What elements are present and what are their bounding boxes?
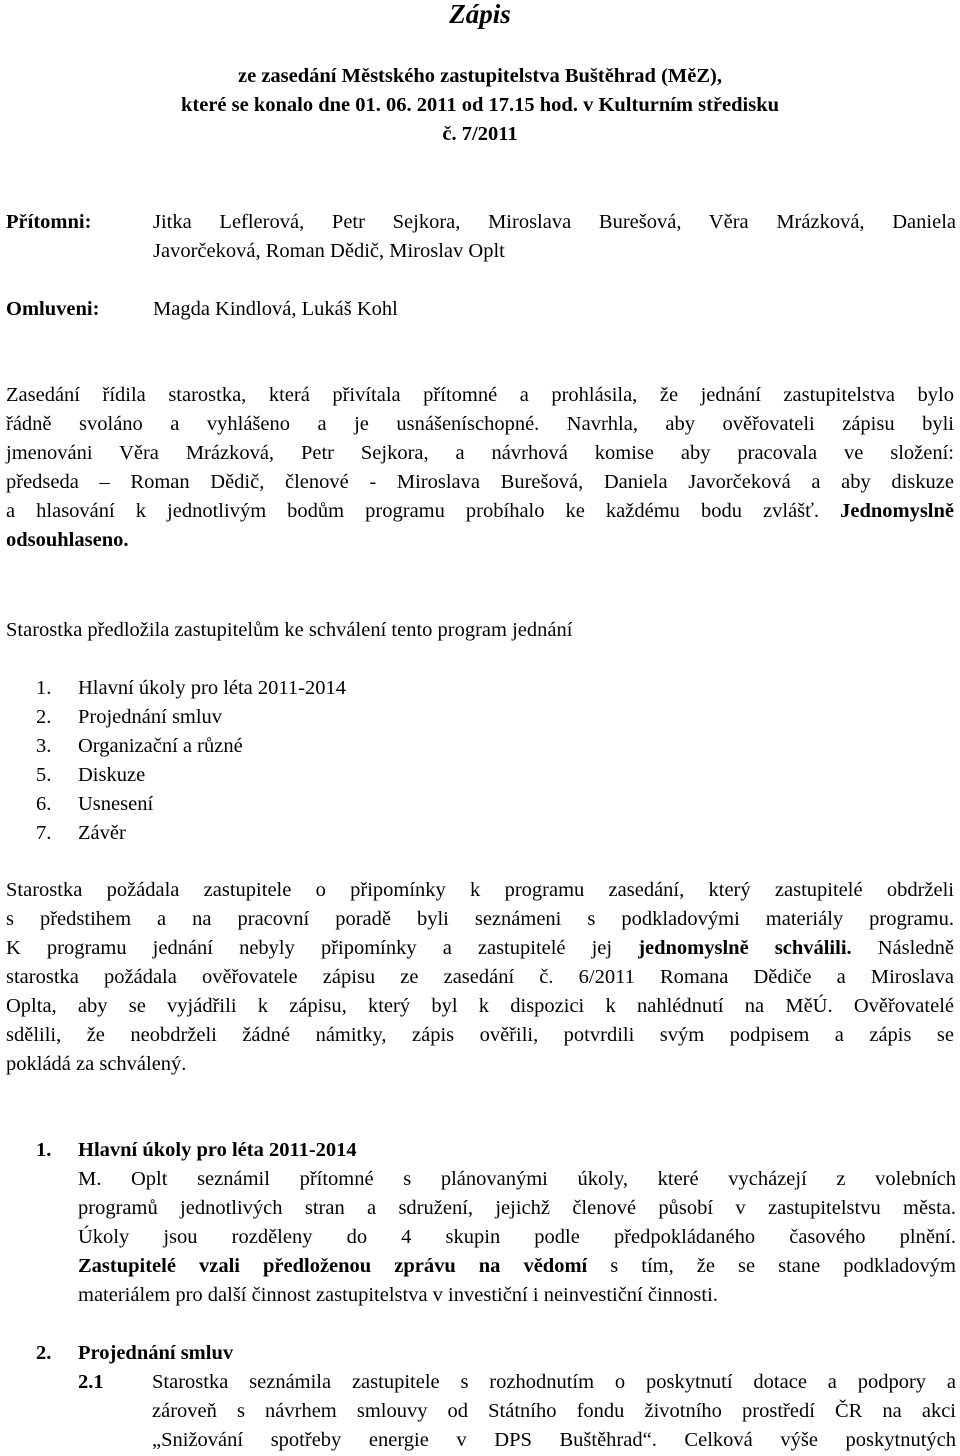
agenda-list <box>36 674 346 848</box>
paragraph-line: Oplta, aby se vyjádřili k zápisu, který byl k dispozici k nahlédnutí na MěÚ. Ověřovatelé <box>6 995 954 1017</box>
agenda-item-number: 7. <box>36 822 52 844</box>
paragraph-line: jmenováni Věra Mrázková, Petr Sejkora, a návrhová komise aby pracovala ve složení: <box>6 442 954 464</box>
agenda-item <box>36 819 346 848</box>
paragraph-text: Následně <box>877 937 955 959</box>
agenda-item-number: 6. <box>36 793 52 815</box>
document-title: Zápis <box>449 0 511 29</box>
paragraph-line: pokládá za schválený. <box>6 1053 187 1075</box>
agenda-item <box>36 790 346 819</box>
section-heading <box>36 1339 233 1368</box>
paragraph-line: Starostka požádala zastupitele o připomínky k programu zasedání, který zastupitelé obdrželi <box>6 879 954 901</box>
paragraph-text: K programu jednání nebyly připomínky a zastupitelé jej <box>6 937 613 959</box>
paragraph-line: zároveň s návrhem smlouvy od Státního fondu životního prostředí ČR na akci <box>152 1400 956 1422</box>
paragraph-line <box>78 1252 956 1281</box>
agenda-item <box>36 703 346 732</box>
section-heading <box>36 1136 357 1165</box>
agenda-item <box>36 761 346 790</box>
paragraph-line: předseda – Roman Dědič, členové - Miroslava Burešová, Daniela Javorčeková a aby diskuze <box>6 471 954 493</box>
subsection-number <box>78 1368 152 1397</box>
paragraph-line: „Snižování spotřeby energie v DPS Buštěhrad“. Celková výše poskytnutých <box>152 1429 956 1451</box>
paragraph-line: starostka požádala ověřovatele zápisu ze zasedání č. 6/2011 Romana Dědiče a Miroslava <box>6 966 954 988</box>
resolution-bold: jednomyslně schválili. <box>638 937 852 959</box>
excused-label: Omluveni: <box>6 298 100 320</box>
present-label: Přítomni: <box>6 211 92 233</box>
section-number: 1. <box>36 1139 52 1161</box>
agenda-item-number: 5. <box>36 764 52 786</box>
present-names-line: Jitka Leflerová, Petr Sejkora, Miroslava Burešová, Věra Mrázková, Daniela <box>153 211 956 233</box>
paragraph-line: M. Oplt seznámil přítomné s plánovanými úkoly, které vycházejí z volebních <box>78 1168 956 1190</box>
paragraph-line: programů jednotlivých stran a sdružení, jejichž členové působí v zastupitelstvu města. <box>78 1197 956 1219</box>
subtitle-line: ze zasedání Městského zastupitelstva Buštěhrad (MěZ), <box>238 65 722 87</box>
agenda-item-text: Usnesení <box>78 793 154 815</box>
opening-paragraph <box>6 381 954 555</box>
paragraph-line <box>6 934 954 963</box>
document-subtitle <box>0 62 960 149</box>
agenda-item-text: Organizační a různé <box>78 735 243 757</box>
section2-paragraph <box>152 1368 956 1455</box>
present-names-line: Javorčeková, Roman Dědič, Miroslav Oplt <box>153 240 505 262</box>
resolution-bold: Zastupitelé vzali předloženou zprávu na vědomí <box>78 1255 588 1277</box>
subtitle-line: č. 7/2011 <box>442 123 518 145</box>
paragraph-line: Zasedání řídila starostka, která přivítala přítomné a prohlásila, že jednání zastupitelstva bylo <box>6 384 954 406</box>
agenda-item-text: Hlavní úkoly pro léta 2011-2014 <box>78 677 346 699</box>
section-title: Hlavní úkoly pro léta 2011-2014 <box>78 1139 357 1161</box>
agenda-item-text: Závěr <box>78 822 126 844</box>
agenda-item-text: Diskuze <box>78 764 146 786</box>
present-names <box>153 208 956 266</box>
paragraph-line: sdělili, že neobdrželi žádné námitky, zápis ověřili, potvrdili svým podpisem a zápis se <box>6 1024 954 1046</box>
section-number: 2. <box>36 1342 52 1364</box>
section-title: Projednání smluv <box>78 1342 234 1364</box>
agenda-intro: Starostka předložila zastupitelům ke schválení tento program jednání <box>6 619 573 641</box>
agenda-item-number: 1. <box>36 677 52 699</box>
paragraph-line: řádně svoláno a vyhlášeno a je usnášeníschopné. Navrhla, aby ověřovateli zápisu byli <box>6 413 954 435</box>
paragraph-line <box>6 497 954 526</box>
paragraph-line: materiálem pro další činnost zastupitelstva v investiční i neinvestiční činnosti. <box>78 1284 718 1306</box>
subtitle-line: které se konalo dne 01. 06. 2011 od 17.15 hod. v Kulturním středisku <box>181 94 779 116</box>
paragraph-line: Starostka seznámila zastupitele s rozhodnutím o poskytnutí dotace a podpory a <box>152 1371 956 1393</box>
section1-paragraph <box>78 1165 956 1310</box>
program-approval-paragraph <box>6 876 954 1079</box>
paragraph-line: s předstihem a na pracovní poradě byli seznámeni s podkladovými materiály programu. <box>6 908 954 930</box>
agenda-item <box>36 732 346 761</box>
agenda-item-number: 3. <box>36 735 52 757</box>
resolution-bold: Jednomyslně <box>840 500 954 522</box>
excused-names: Magda Kindlová, Lukáš Kohl <box>153 298 398 320</box>
agenda-item <box>36 674 346 703</box>
resolution-bold: odsouhlaseno. <box>6 529 129 551</box>
paragraph-text: a hlasování k jednotlivým bodům programu probíhalo ke každému bodu zvlášť. <box>6 500 820 522</box>
paragraph-text: s tím, že se stane podkladovým <box>610 1255 957 1277</box>
agenda-item-text: Projednání smluv <box>78 706 223 728</box>
agenda-item-number: 2. <box>36 706 52 728</box>
subsection-number-text: 2.1 <box>78 1371 104 1393</box>
paragraph-line: Úkoly jsou rozděleny do 4 skupin podle předpokládaného časového plnění. <box>78 1226 956 1248</box>
